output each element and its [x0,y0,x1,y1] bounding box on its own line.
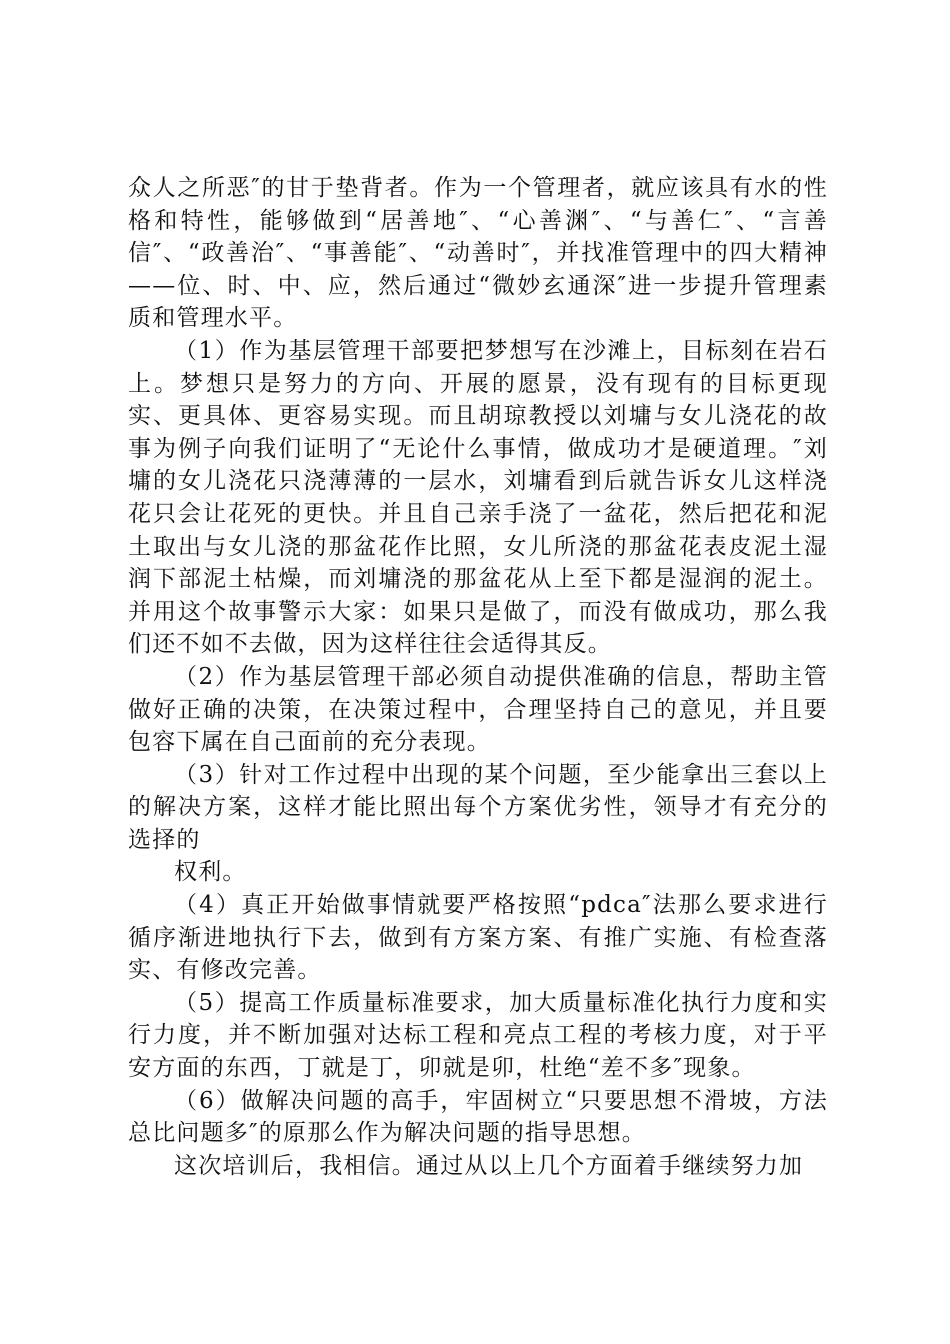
paragraph-item-2: （2）作为基层管理干部必须自动提供准确的信息，帮助主管做好正确的决策，在决策过程中，合理坚持自己的意见，并且要包容下属在自己面前的充分表现。 [128,663,828,756]
document-body [128,172,828,1182]
paragraph-item-5: （5）提高工作质量标准要求，加大质量标准化执行力度和实行力度，并不断加强对达标工程和亮点工程的考核力度，对于平安方面的东西，丁就是丁，卯就是卯，杜绝“差不多″现象。 [128,989,828,1082]
paragraph-item-3-tail: 权利。 [174,859,247,886]
paragraph-item-4: （4）真正开始做事情就要严格按照“pdca″法那么要求进行循序渐进地执行下去，做到有方案方案、有推广实施、有检查落实、有修改完善。 [128,892,828,984]
paragraph-item-6: （6）做解决问题的高手，牢固树立“只要思想不滑坡，方法总比问题多″的原那么作为解决问题的指导思想。 [128,1087,828,1147]
paragraph-continued: 众人之所恶″的甘于垫背者。作为一个管理者，就应该具有水的性格和特性，能够做到“居善地″、“心善渊″、“与善仁″、“言善信″、“政善治″、“事善能″、“动善时″，并找准管理中的四大精神——位、时、中、应，然后通过“微妙玄通深″进一步提升管理素质和管理水平。 [128,175,828,332]
paragraph-item-3: （3）针对工作过程中出现的某个问题，至少能拿出三套以上的解决方案，这样才能比照出每个方案优劣性，领导才有充分的选择的 [128,761,828,853]
paragraph-item-1: （1）作为基层管理干部要把梦想写在沙滩上，目标刻在岩石上。梦想只是努力的方向、开展的愿景，没有现有的目标更现实、更具体、更容易实现。而且胡琼教授以刘墉与女儿浇花的故事为例子向我们证明了“无论什么事情，做成功才是硬道理。″刘墉的女儿浇花只浇薄薄的一层水，刘墉看到后就告诉女儿这样浇花只会让花死的更快。并且自己亲手浇了一盆花，然后把花和泥土取出与女儿浇的那盆花作比照，女儿所浇的那盆花表皮泥土湿润下部泥土枯燥，而刘墉浇的那盆花从上至下都是湿润的泥土。并用这个故事警示大家：如果只是做了，而没有做成功，那么我们还不如不去做，因为这样往往会适得其反。 [128,337,828,658]
paragraph-conclusion: 这次培训后，我相信。通过从以上几个方面着手继续努力加 [174,1152,804,1179]
